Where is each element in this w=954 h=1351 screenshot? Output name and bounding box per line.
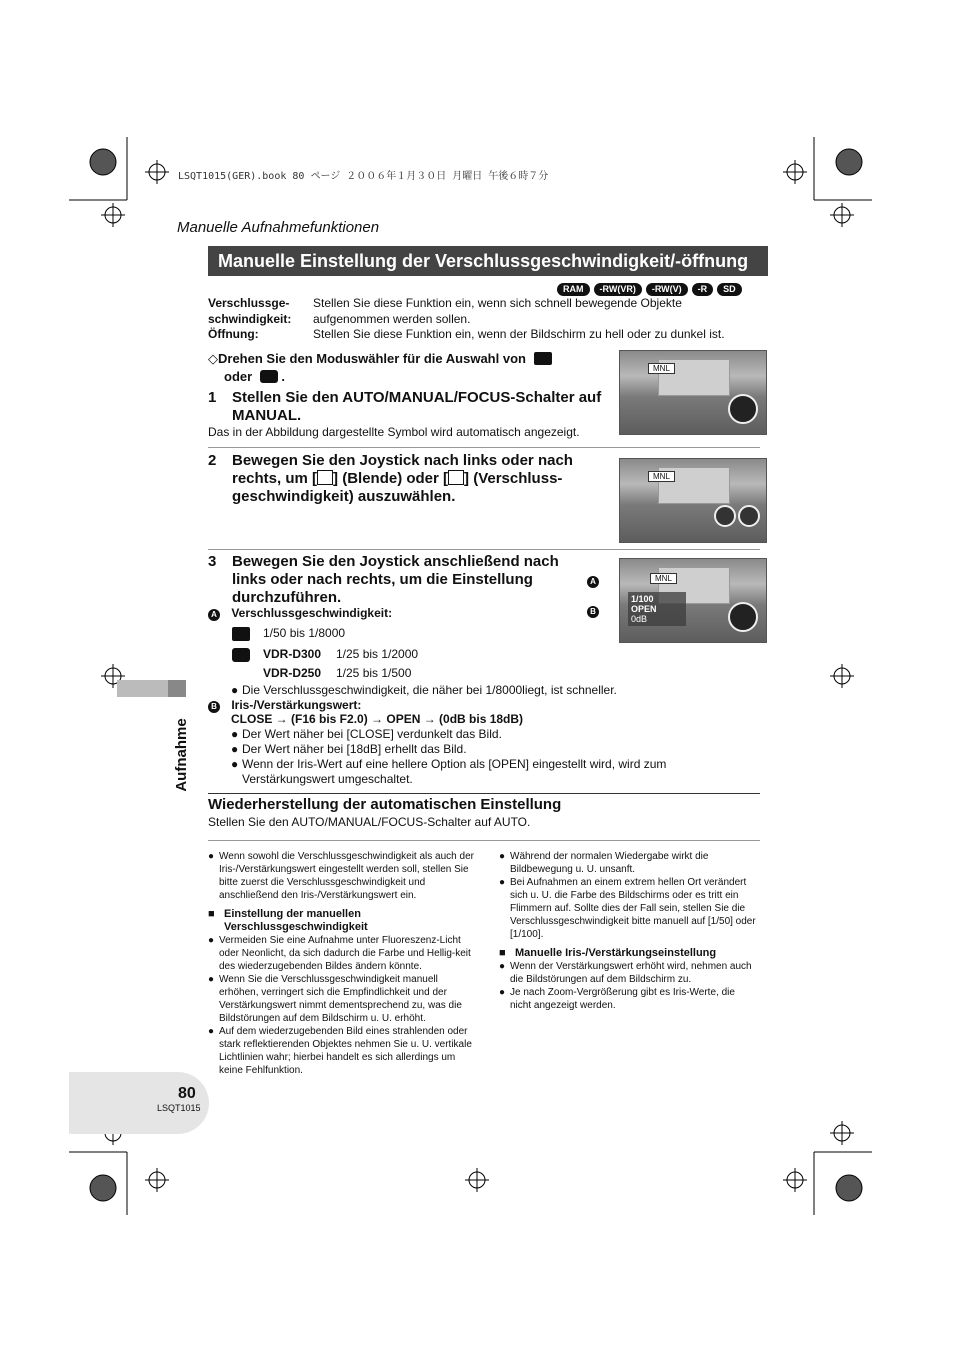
step-3 (208, 553, 592, 607)
label-b-title: Iris-/Verstärkungswert: (231, 698, 362, 712)
iris-notes (231, 727, 711, 787)
shutter-note (231, 683, 617, 698)
intro-line2: oder (224, 369, 253, 384)
bullet-icon: ● (208, 1026, 215, 1037)
page-number: 80 (178, 1085, 196, 1102)
shutter-icon (448, 470, 464, 485)
gain-value: 0dB (631, 614, 648, 624)
badge-rw-v: -RW(V) (646, 283, 688, 296)
range-value: 1/50 bis 1/8000 (263, 626, 346, 640)
shutter-range-d250 (263, 666, 411, 681)
mnl-indicator: MNL (650, 573, 677, 584)
intro-line1: Drehen Sie den Moduswähler für die Auswahl von (218, 351, 526, 366)
step-text: Bewegen Sie den Joystick anschließend nach links oder nach rechts, um die Einstellung durchzuführen. (232, 553, 559, 606)
bullet-icon: ● (208, 935, 215, 946)
shutter-icon (738, 505, 760, 527)
marker-a: A (208, 609, 220, 621)
square-bullet-icon: ■ (499, 947, 506, 959)
page-title: Manuelle Einstellung der Verschlussgeschwindigkeit/-öffnung (208, 246, 768, 276)
def-desc: Stellen Sie diese Funktion ein, wenn sich schnell bewegende Objekte (313, 296, 682, 310)
range-value: 1/25 bis 1/500 (336, 666, 412, 680)
def-term: schwindigkeit: (208, 311, 292, 326)
bullet-icon: ● (499, 851, 506, 862)
diamond-icon: ◇ (208, 351, 218, 366)
shutter-range-video (232, 626, 345, 641)
setting-readout (628, 592, 686, 626)
lcd-screen-1 (619, 350, 767, 435)
label-b (208, 698, 361, 713)
badge-rw-vr: -RW(VR) (594, 283, 642, 296)
note-text: Auf dem wiederzugebenden Bild eines strahlenden oder stark reflektierenden Objektes nehmen Sie u. U. vertikale Lichtlinien wahr; hierbei handelt es sich allerdings um keine Fehlfunktion. (219, 1026, 472, 1076)
mnl-indicator: MNL (648, 471, 675, 482)
step-number: 3 (208, 553, 217, 570)
step-text: Stellen Sie den AUTO/MANUAL/FOCUS-Schalter auf MANUAL. (232, 389, 602, 424)
restore-text: Stellen Sie den AUTO/MANUAL/FOCUS-Schalter auf AUTO. (208, 815, 531, 829)
note-text: Wenn Sie die Verschlussgeschwindigkeit manuell erhöhen, verringert sich die Empfindlichkeit und der Verstärkungswert nimmt dementsprechend zu, was die Bildstörungen auf dem Bildschirm u. U. erhöht. (219, 974, 462, 1024)
step-number: 2 (208, 452, 217, 469)
step-2 (208, 452, 602, 506)
restore-heading: Wiederherstellung der automatischen Einstellung (208, 796, 562, 813)
note-text: Vermeiden Sie eine Aufnahme unter Fluoreszenz-Licht oder Neonlicht, da sich dadurch die Farbe und Hellig-keit des wiederzugebenden Bildes ändern könnte. (219, 935, 471, 972)
badge-sd: SD (717, 283, 742, 296)
marker-a: A (587, 576, 599, 588)
notes-right-column (499, 850, 757, 1012)
note-text: Wenn der Iris-Wert auf eine hellere Option als [OPEN] eingestellt wird, wird zum Verstärkungswert umgeschaltet. (242, 757, 667, 786)
photo-camera-icon (232, 648, 250, 662)
step-text: ] (Blende) oder [ (333, 470, 449, 487)
photo-camera-icon (260, 370, 278, 383)
marker-b: B (208, 701, 220, 713)
joystick-back-icon (728, 602, 758, 632)
print-header-line: LSQT1015(GER).book 80 ページ ２００６年１月３０日 月曜日 午後６時７分 (178, 171, 549, 182)
bullet-icon: ● (499, 961, 506, 972)
note-text: Während der normalen Wiedergabe wirkt die Bildbewegung u. U. unsanft. (510, 851, 709, 875)
video-camera-icon (232, 627, 250, 641)
intro-instruction: ◇Drehen Sie den Moduswähler für die Auswahl von oder . (208, 350, 552, 386)
shutter-value: 1/100 (631, 594, 654, 604)
side-tab-marker (168, 680, 186, 697)
def-desc: Stellen Sie diese Funktion ein, wenn der Bildschirm zu hell oder zu dunkel ist. (313, 327, 725, 341)
video-camera-icon (534, 352, 552, 365)
notes-left-column (208, 850, 476, 1077)
step-text: ] (Verschluss-geschwindigkeit) auszuwählen. (232, 470, 563, 505)
open-value: OPEN (631, 604, 657, 614)
note-text: Je nach Zoom-Vergrößerung gibt es Iris-Werte, die nicht angezeigt werden. (510, 987, 735, 1011)
bullet-icon: ● (231, 727, 239, 741)
iris-icon (317, 470, 333, 485)
marker-b: B (587, 606, 599, 618)
notes-heading: Einstellung der manuellen Verschlussgeschwindigkeit (224, 908, 368, 933)
label-a (208, 606, 392, 621)
square-bullet-icon: ■ (208, 908, 215, 920)
step-1-note: Das in der Abbildung dargestellte Symbol wird automatisch angezeigt. (208, 425, 580, 439)
step-number: 1 (208, 389, 217, 406)
section-title: Manuelle Aufnahmefunktionen (177, 219, 380, 236)
range-value: 1/25 bis 1/2000 (336, 647, 419, 661)
step-1 (208, 389, 602, 425)
divider (208, 549, 760, 550)
notes-heading: Manuelle Iris-/Verstärkungseinstellung (515, 947, 717, 959)
def-desc: aufgenommen werden sollen. (313, 311, 471, 326)
note-text: Wenn sowohl die Verschlussgeschwindigkeit als auch der Iris-/Verstärkungswert eingestellt werden soll, stellen Sie bitte zuerst die Verschlussgeschwindigkeit und anschließend den Iris-/Verstärkungswert ein. (219, 851, 474, 901)
divider (208, 840, 760, 841)
bullet-icon: ● (208, 974, 215, 985)
mnl-indicator: MNL (648, 363, 675, 374)
model-name: VDR-D300 (263, 647, 322, 661)
note-text: Bei Aufnahmen an einem extrem hellen Ort verändert sich u. U. die Farbe des Bildschirms oder es tritt ein Flimmern auf. Sollte dies der Fall sein, stellen Sie die Verschlussgeschwindigkeit bitte manuell auf [1/50] oder [1/100]. (510, 877, 756, 940)
joystick-menu-icon (728, 394, 758, 424)
label-a-title: Verschlussgeschwindigkeit: (231, 606, 393, 620)
divider (208, 447, 760, 448)
bullet-icon: ● (208, 851, 215, 862)
badge-ram: RAM (557, 283, 590, 296)
definition-table (208, 296, 763, 343)
badge-r: -R (692, 283, 714, 296)
shutter-range-d300 (232, 647, 418, 662)
def-term: Öffnung: (208, 327, 259, 341)
side-tab-label (172, 710, 192, 800)
lcd-screen-2 (619, 458, 767, 543)
page-code: LSQT1015 (157, 1103, 201, 1113)
note-text: Wenn der Verstärkungswert erhöht wird, nehmen auch die Bildstörungen auf dem Bildschirm zu. (510, 961, 752, 985)
note-text: Der Wert näher bei [CLOSE] verdunkelt das Bild. (242, 727, 502, 741)
def-term: Verschlussge- (208, 296, 290, 310)
side-label-text: Aufnahme (173, 718, 190, 792)
bullet-icon: ● (231, 742, 239, 756)
media-badges (557, 283, 742, 296)
bullet-icon: ● (499, 877, 506, 888)
bullet-icon: ● (231, 757, 239, 771)
bullet-icon: ● (231, 683, 239, 697)
iris-range: CLOSE → (F16 bis F2.0) → OPEN → (0dB bis 18dB) (231, 712, 524, 726)
divider (208, 793, 760, 794)
iris-icon (714, 505, 736, 527)
bullet-icon: ● (499, 987, 506, 998)
model-name: VDR-D250 (263, 666, 322, 680)
step-text: Bewegen Sie den Joystick nach links oder nach rechts, um [ (232, 452, 573, 487)
lcd-screen-3 (619, 558, 767, 643)
note-text: Die Verschlussgeschwindigkeit, die näher bei 1/8000liegt, ist schneller. (242, 683, 617, 697)
note-text: Der Wert näher bei [18dB] erhellt das Bild. (242, 742, 467, 756)
